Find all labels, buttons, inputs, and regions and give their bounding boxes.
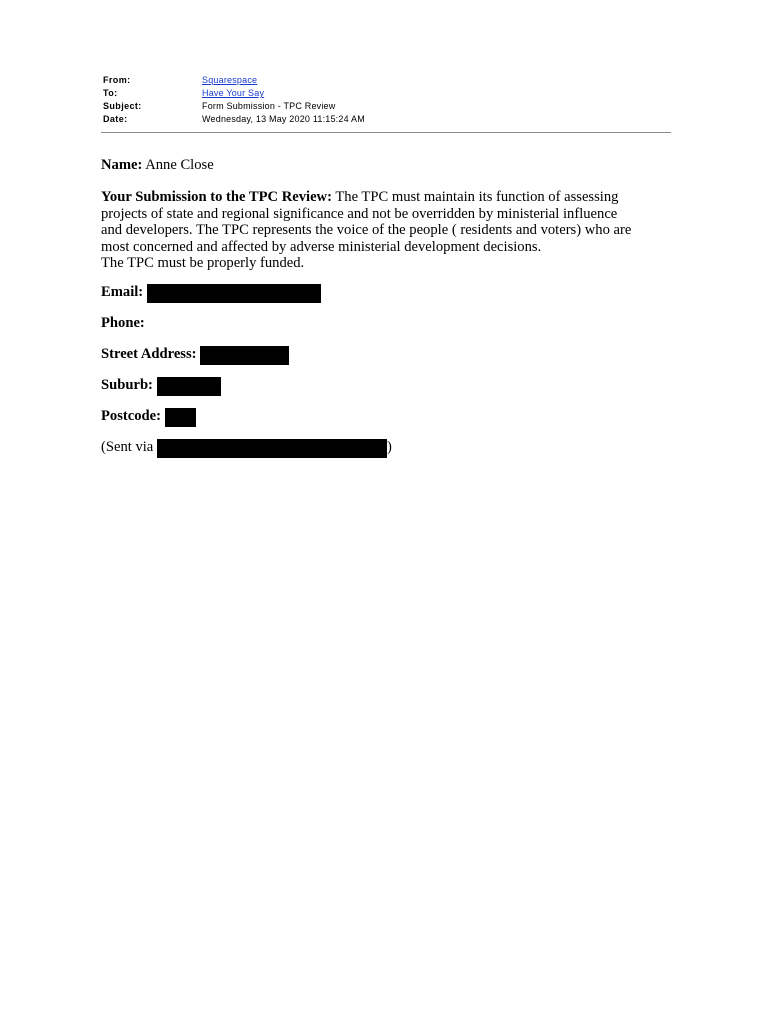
sent-via-suffix: ) (386, 439, 392, 456)
subject-value: Form Submission - TPC Review (202, 101, 336, 111)
header-divider (101, 132, 671, 133)
suburb-label: Suburb: (101, 377, 153, 394)
name-line (101, 157, 671, 173)
header-row-date (103, 113, 365, 126)
email-line (101, 283, 671, 302)
review-text-line1: The TPC must maintain its function of assessing (335, 189, 619, 206)
submission-body (101, 157, 671, 457)
review-paragraph (101, 189, 671, 271)
phone-label: Phone: (101, 315, 145, 332)
from-link[interactable]: Squarespace (202, 75, 258, 85)
street-address-line (101, 345, 671, 364)
phone-line (101, 314, 671, 333)
from-label: From: (103, 75, 131, 85)
to-link[interactable]: Have Your Say (202, 88, 265, 98)
email-label: Email: (101, 284, 144, 301)
suburb-redaction (157, 377, 221, 396)
to-label: To: (103, 88, 118, 98)
postcode-line (101, 407, 671, 426)
sent-via-line (101, 438, 671, 457)
header-row-from (103, 74, 365, 87)
postcode-redaction (165, 408, 196, 427)
header-row-to (103, 87, 365, 100)
review-text-line4: most concerned and affected by adverse ministerial development decisions. (101, 238, 542, 255)
suburb-line (101, 376, 671, 395)
street-address-redaction (200, 346, 289, 365)
review-label: Your Submission to the TPC Review: (101, 189, 332, 206)
review-text-line2: projects of state and regional significance and not be overridden by ministerial influence (101, 205, 618, 222)
street-address-label: Street Address: (101, 346, 197, 363)
subject-label: Subject: (103, 101, 142, 111)
email-header (103, 74, 365, 126)
review-text-line3: and developers. The TPC represents the voice of the people ( residents and voters) who are (101, 222, 632, 239)
sent-via-redaction (157, 439, 387, 458)
name-label: Name: (101, 157, 143, 173)
review-text-line5: The TPC must be properly funded. (101, 255, 305, 272)
email-redaction (147, 284, 321, 303)
date-label: Date: (103, 114, 128, 124)
date-value: Wednesday, 13 May 2020 11:15:24 AM (202, 114, 365, 124)
postcode-label: Postcode: (101, 408, 161, 425)
name-value: Anne Close (145, 157, 214, 173)
header-row-subject (103, 100, 365, 113)
sent-via-prefix: (Sent via (101, 439, 154, 456)
